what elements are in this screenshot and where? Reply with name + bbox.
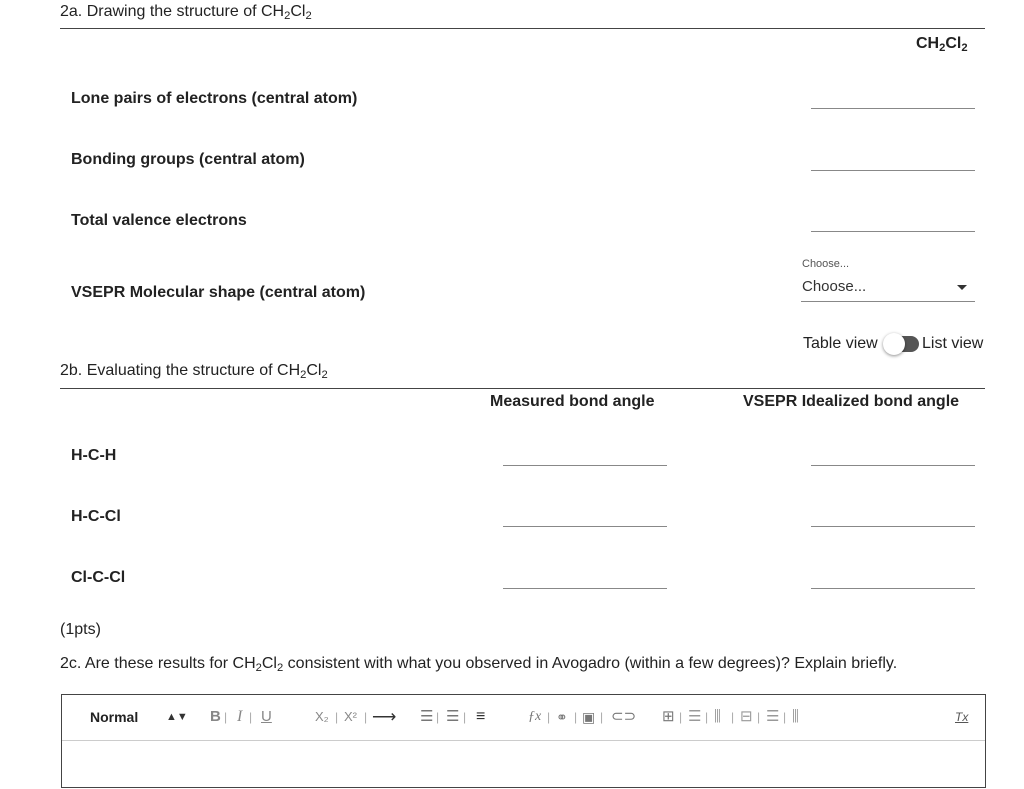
toolbar-separator: | [783, 710, 787, 724]
toolbar-separator: | [224, 710, 228, 724]
chevron-down-icon [957, 285, 967, 290]
toolbar-separator: | [463, 710, 467, 724]
points-label: (1pts) [60, 621, 101, 638]
format-select-arrows-icon[interactable]: ▲▼ [166, 711, 188, 723]
superscript-button[interactable]: X² [344, 709, 357, 724]
arrow-right-icon[interactable]: ⟶ [372, 707, 397, 726]
hch-idealized-answer[interactable] [811, 445, 975, 466]
section-2a-divider [60, 28, 985, 29]
toolbar-separator: | [547, 710, 551, 724]
row-label-lone-pairs: Lone pairs of electrons (central atom) [71, 90, 358, 107]
row-label-hccl: H-C-Cl [71, 508, 121, 525]
section-2b-title: 2b. Evaluating the structure of $CH_2Cl_2$ [60, 362, 328, 381]
format-select[interactable]: Normal [90, 709, 139, 725]
bullet-list-icon[interactable]: ☰ [446, 708, 460, 725]
row-label-hch: H-C-H [71, 447, 117, 464]
bold-button[interactable]: B [210, 708, 221, 725]
shape-select-floating-label: Choose... [802, 258, 850, 270]
editor-toolbar [62, 695, 985, 741]
rich-text-editor [61, 694, 986, 788]
toolbar-separator: | [436, 710, 440, 724]
row-label-clccl: Cl-C-Cl [71, 569, 126, 586]
bonding-groups-answer[interactable] [811, 150, 975, 171]
subscript-button[interactable]: X₂ [315, 709, 329, 724]
underline-button[interactable]: U [261, 708, 272, 725]
toolbar-separator: | [600, 710, 604, 724]
toolbar-separator: | [679, 710, 683, 724]
column-header-idealized: VSEPR Idealized bond angle [743, 393, 960, 410]
delete-row-icon[interactable]: ☰ [766, 708, 780, 725]
hccl-idealized-answer[interactable] [811, 506, 975, 527]
row-label-vsepr-shape: VSEPR Molecular shape (central atom) [71, 284, 366, 301]
view-toggle-switch[interactable] [883, 333, 919, 355]
toolbar-separator: | [731, 710, 735, 724]
formula-icon[interactable]: ƒx [528, 709, 542, 724]
link-icon[interactable]: ⚭ [556, 709, 568, 725]
section-2b-divider [60, 388, 985, 389]
toolbar-separator: | [249, 710, 253, 724]
insert-column-icon[interactable]: ⫼ [714, 708, 721, 725]
column-header-ch2cl2: $CH_2Cl_2$ [916, 35, 968, 54]
insert-row-icon[interactable]: ☰ [688, 708, 702, 725]
delete-column-icon[interactable]: ⫼ [792, 708, 799, 725]
toolbar-separator: | [757, 710, 761, 724]
toolbar-separator: | [574, 710, 578, 724]
toggle-knob [883, 333, 905, 355]
table-icon[interactable]: ⊞ [662, 708, 675, 725]
shape-select-value: Choose... [802, 278, 867, 295]
section-2a-title: 2a. Drawing the structure of $CH_2Cl_2$ [60, 3, 312, 22]
clccl-measured-answer[interactable] [503, 568, 667, 589]
attachment-icon[interactable]: ⊂⊃ [611, 708, 637, 725]
align-icon[interactable]: ≡ [476, 708, 486, 725]
ordered-list-icon[interactable]: ☰ [420, 708, 434, 725]
clccl-idealized-answer[interactable] [811, 568, 975, 589]
toolbar-separator: | [364, 710, 368, 724]
row-label-total-valence: Total valence electrons [71, 212, 247, 229]
column-header-measured: Measured bond angle [490, 393, 655, 410]
table-view-label[interactable]: Table view [803, 335, 878, 352]
toolbar-separator: | [335, 710, 339, 724]
hch-measured-answer[interactable] [503, 445, 667, 466]
hccl-measured-answer[interactable] [503, 506, 667, 527]
image-icon[interactable]: ▣ [582, 709, 596, 725]
clear-format-button[interactable]: Tx [955, 710, 969, 724]
toolbar-separator: | [705, 710, 709, 724]
italic-button[interactable]: I [237, 708, 243, 725]
lone-pairs-answer[interactable] [811, 88, 975, 109]
list-view-label[interactable]: List view [922, 335, 984, 352]
row-label-bonding-groups: Bonding groups (central atom) [71, 151, 305, 168]
total-valence-answer[interactable] [811, 211, 975, 232]
table-props-icon[interactable]: ⊟ [740, 708, 753, 725]
shape-select[interactable] [801, 257, 975, 302]
editor-textarea[interactable] [62, 741, 985, 787]
question-2c: 2c. Are these results for $CH_2Cl_2$ consistent with what you observed in Avogadro (within a few degrees)? Explain briefly. [60, 655, 898, 674]
